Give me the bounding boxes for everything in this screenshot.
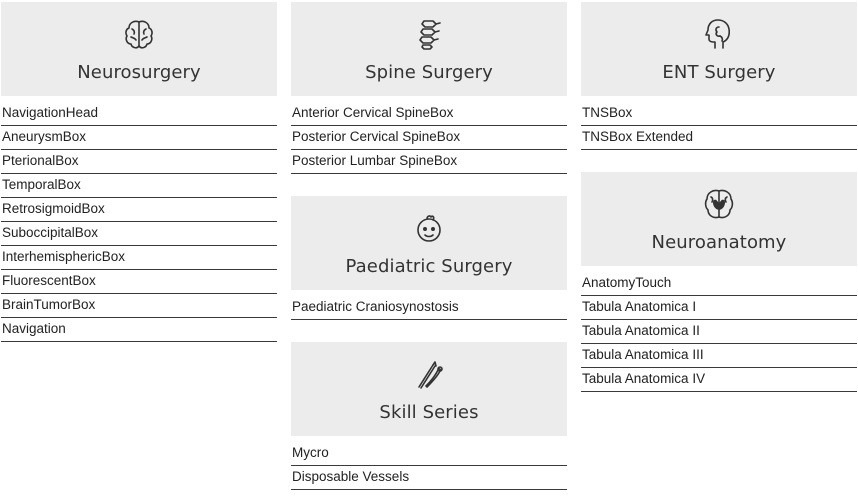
list-item[interactable]: AneurysmBox <box>1 126 277 150</box>
list-item[interactable]: PterionalBox <box>1 150 277 174</box>
list-item[interactable]: TemporalBox <box>1 174 277 198</box>
list-item[interactable]: Posterior Lumbar SpineBox <box>291 150 567 174</box>
ent-card[interactable] <box>581 2 857 96</box>
spine-icon <box>411 16 447 54</box>
list-item[interactable]: AnatomyTouch <box>581 272 857 296</box>
list-item[interactable]: Tabula Anatomica IV <box>581 368 857 392</box>
list-item[interactable]: Tabula Anatomica II <box>581 320 857 344</box>
ent-title: ENT Surgery <box>662 62 776 83</box>
list-item[interactable]: Tabula Anatomica III <box>581 344 857 368</box>
spine-card[interactable] <box>291 2 567 96</box>
skill-card[interactable] <box>291 342 567 436</box>
list-item[interactable]: Navigation <box>1 318 277 342</box>
head-profile-icon <box>701 16 737 54</box>
list-item[interactable]: TNSBox Extended <box>581 126 857 150</box>
list-item[interactable]: SuboccipitalBox <box>1 222 277 246</box>
list-item[interactable]: Disposable Vessels <box>291 466 567 490</box>
spine-list <box>291 102 567 174</box>
list-item[interactable]: Mycro <box>291 442 567 466</box>
list-item[interactable]: Anterior Cervical SpineBox <box>291 102 567 126</box>
surgical-instruments-icon <box>411 356 447 394</box>
brain-section-icon <box>701 186 737 224</box>
spine-title: Spine Surgery <box>365 62 493 83</box>
neuroanatomy-card[interactable] <box>581 172 857 266</box>
list-item[interactable]: BrainTumorBox <box>1 294 277 318</box>
paediatric-title: Paediatric Surgery <box>345 256 513 277</box>
skill-title: Skill Series <box>379 402 479 423</box>
paediatric-list <box>291 296 567 320</box>
list-item[interactable]: InterhemisphericBox <box>1 246 277 270</box>
neurosurgery-list <box>1 102 277 342</box>
skill-list <box>291 442 567 490</box>
paediatric-card[interactable] <box>291 196 567 290</box>
neurosurgery-title: Neurosurgery <box>77 62 201 83</box>
neurosurgery-column <box>1 2 277 342</box>
ent-list <box>581 102 857 150</box>
neurosurgery-card[interactable] <box>1 2 277 96</box>
list-item[interactable]: Posterior Cervical SpineBox <box>291 126 567 150</box>
list-item[interactable]: NavigationHead <box>1 102 277 126</box>
baby-head-icon <box>411 210 447 248</box>
list-item[interactable]: TNSBox <box>581 102 857 126</box>
brain-icon <box>121 16 157 54</box>
list-item[interactable]: FluorescentBox <box>1 270 277 294</box>
spine-column <box>291 2 567 490</box>
neuroanatomy-list <box>581 272 857 392</box>
list-item[interactable]: RetrosigmoidBox <box>1 198 277 222</box>
list-item[interactable]: Tabula Anatomica I <box>581 296 857 320</box>
neuroanatomy-title: Neuroanatomy <box>651 232 787 253</box>
list-item[interactable]: Paediatric Craniosynostosis <box>291 296 567 320</box>
ent-column <box>581 2 857 392</box>
